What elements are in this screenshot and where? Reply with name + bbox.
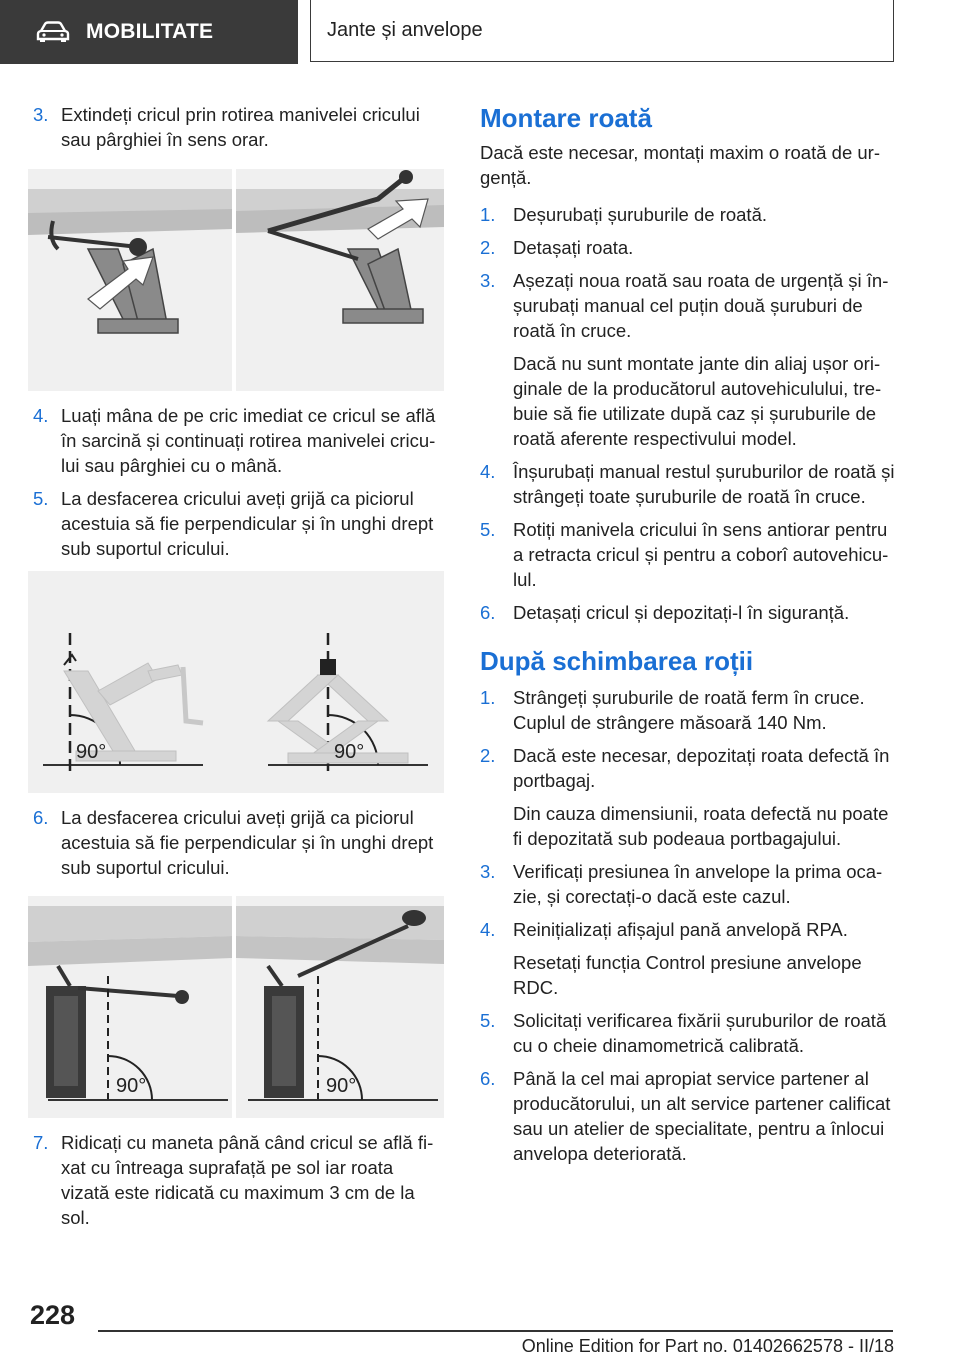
step-item <box>28 102 444 152</box>
step-text: Rotiți manivela cricului în sens antiorar pentru a retracta cricul și pentru a coborî autovehiculul. <box>513 519 889 590</box>
step-text: La desfacerea cricului aveți grijă ca piciorul acestuia să fie perpendicular și în unghi drept sub suportul cricului. <box>61 488 434 559</box>
step-text: Detașați cricul și depozitați-l în siguranță. <box>513 602 850 623</box>
step-number: 3. <box>480 861 496 882</box>
step-note: Resetați funcția Control presiune anvelope RDC. <box>513 952 862 998</box>
angle-label: 90° <box>116 1075 147 1097</box>
step-number: 5. <box>480 1010 496 1031</box>
step-item <box>480 517 900 592</box>
step-number: 3. <box>33 104 49 125</box>
step-note: Dacă nu sunt montate jante din aliaj ușor originale de la producătorul autovehiculului, trebuie să fie utilizate după caz și șuruburile de roată aferente respectivului model. <box>513 353 882 449</box>
section-heading: După schimbarea roții <box>480 646 754 676</box>
step-item <box>28 486 444 561</box>
step-item <box>480 1066 900 1166</box>
car-icon <box>36 21 70 43</box>
step-number: 6. <box>33 807 49 828</box>
angle-label: 90° <box>326 1075 357 1097</box>
chapter-title: Jante și anvelope <box>327 19 483 41</box>
section-heading: Montare roată <box>480 103 652 133</box>
step-number: 2. <box>480 745 496 766</box>
jack-placement-illustration <box>28 896 444 1118</box>
step-text: Solicitați verificarea fixării șuruburilor de roată cu o cheie dinamometrică calibrată. <box>513 1010 887 1056</box>
step-item <box>480 268 900 343</box>
step-item <box>480 743 900 793</box>
angle-label: 90° <box>334 741 365 763</box>
step-number: 6. <box>480 1068 496 1089</box>
step-text: La desfacerea cricului aveți grijă ca piciorul acestuia să fie perpendicular și în unghi drept sub suportul cricului. <box>61 807 434 878</box>
step-number: 4. <box>33 405 49 426</box>
step-item <box>480 1008 900 1058</box>
step-text: Până la cel mai apropiat service partener al producătorului, un alt service partener calificat sau un atelier de specialitate, pentru a înlocui anvelopa deteriorată. <box>513 1068 891 1164</box>
step-number: 7. <box>33 1132 49 1153</box>
step-number: 1. <box>480 687 496 708</box>
page-number: 228 <box>30 1300 76 1330</box>
step-text: Deșurubați șuruburile de roată. <box>513 204 768 225</box>
step-number: 1. <box>480 204 496 225</box>
section-tab <box>0 0 298 64</box>
step-number: 2. <box>480 237 496 258</box>
chapter-tab <box>310 0 894 62</box>
step-text: Dacă este necesar, depozitați roata defectă în portbagaj. <box>513 745 890 791</box>
step-item <box>480 235 900 260</box>
edition-note: Online Edition for Part no. 01402662578 - II/18 <box>521 1336 894 1356</box>
step-text: Strângeți șuruburile de roată ferm în cruce. Cuplul de strângere măsoară 140 Nm. <box>513 687 865 733</box>
step-item <box>28 805 444 880</box>
step-text: Așezați noua roată sau roata de urgență și înșurubați manual cel puțin două șuruburi de roată în cruce. <box>513 270 889 341</box>
step-item <box>480 685 900 735</box>
step-item <box>28 403 444 478</box>
jack-crank-illustration <box>28 169 444 391</box>
step-text: Ridicați cu maneta până când cricul se află fixat cu întreaga suprafață pe sol iar roata vizată este ridicată cu maximum 3 cm de la sol. <box>61 1132 434 1228</box>
step-text: Verificați presiunea în anvelope la prima ocazie, și corectați-o dacă este cazul. <box>513 861 883 907</box>
angle-label: 90° <box>76 741 107 763</box>
step-text: Detașați roata. <box>513 237 634 258</box>
step-text: Înșurubați manual restul șuruburilor de roată și strângeți toate șuruburile de roată în cruce. <box>513 461 895 507</box>
step-number: 3. <box>480 270 496 291</box>
step-item <box>480 459 900 509</box>
section-title: MOBILITATE <box>86 20 214 43</box>
step-number: 5. <box>480 519 496 540</box>
step-item <box>480 202 900 227</box>
step-item <box>28 1130 444 1230</box>
left-column <box>28 102 444 1238</box>
step-number: 4. <box>480 919 496 940</box>
step-number: 6. <box>480 602 496 623</box>
step-note: Din cauza dimensiunii, roata defectă nu poate fi depozitată sub podeaua portbagajului. <box>513 803 889 849</box>
step-text: Reinițializați afișajul pană anvelopă RPA. <box>513 919 848 940</box>
step-item <box>480 859 900 909</box>
step-text: Luați mâna de pe cric imediat ce cricul se află în sarcină și continuați rotirea manivelei cricului sau pârghiei cu o mână. <box>61 405 436 476</box>
footer-divider <box>98 1330 893 1332</box>
step-number: 5. <box>33 488 49 509</box>
step-text: Extindeți cricul prin rotirea manivelei cricului sau pârghiei în sens orar. <box>61 104 420 150</box>
jack-angle-diagram <box>28 571 444 793</box>
step-item <box>480 600 900 625</box>
step-item <box>480 917 900 942</box>
intro-text: Dacă este necesar, montați maxim o roată de urgență. <box>480 142 881 188</box>
right-column <box>480 102 900 1174</box>
step-number: 4. <box>480 461 496 482</box>
